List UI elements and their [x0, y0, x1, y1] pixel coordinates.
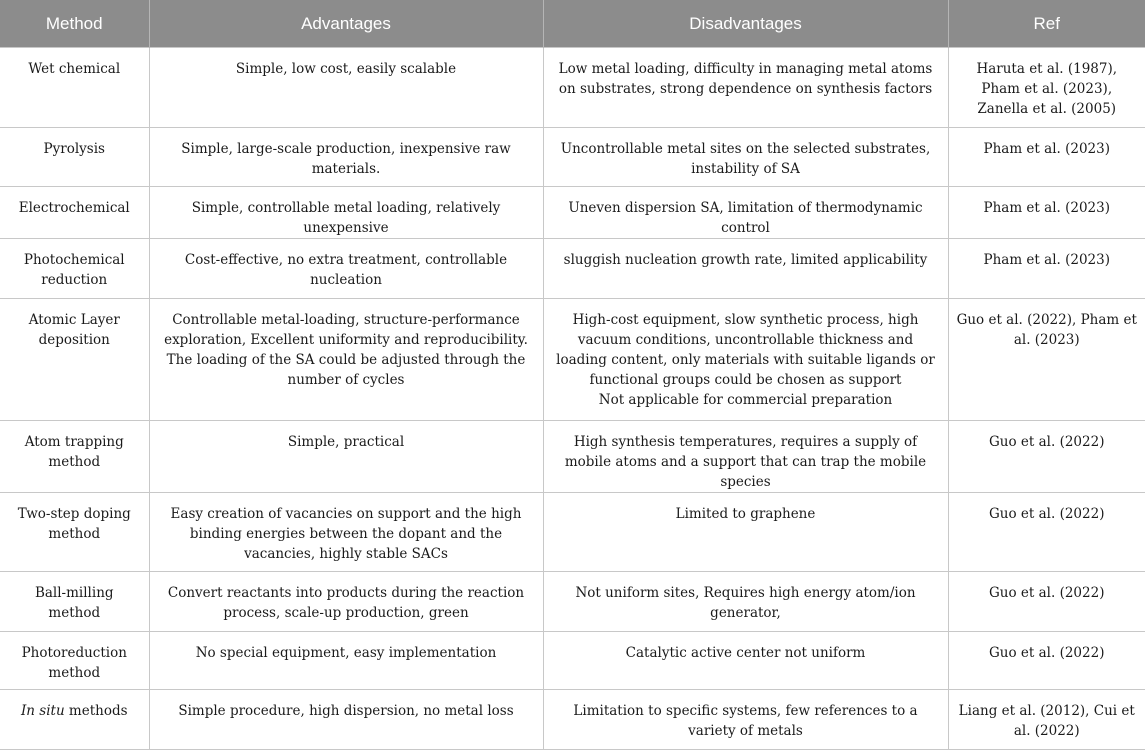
- header-disadvantages: Disadvantages: [543, 0, 948, 48]
- disadvantages-extra-text: Not applicable for commercial preparation: [598, 392, 893, 408]
- disadvantages-cell: Uneven dispersion SA, limitation of thermodynamic control: [543, 187, 948, 239]
- header-method: Method: [0, 0, 149, 48]
- table-row: [0, 572, 1145, 632]
- ref-cell: Pham et al. (2023): [948, 187, 1145, 239]
- table-row: [0, 187, 1145, 239]
- method-cell: Electrochemical: [0, 187, 149, 239]
- method-cell: Atom trapping method: [0, 421, 149, 493]
- disadvantages-cell: Limitation to specific systems, few references to a variety of metals: [543, 690, 948, 750]
- method-text: methods: [64, 703, 128, 719]
- method-cell: [0, 690, 149, 750]
- table-row: [0, 632, 1145, 690]
- method-cell: Ball-milling method: [0, 572, 149, 632]
- ref-cell: Pham et al. (2023): [948, 239, 1145, 299]
- disadvantages-cell: Not uniform sites, Requires high energy atom/ion generator,: [543, 572, 948, 632]
- disadvantages-cell: Catalytic active center not uniform: [543, 632, 948, 690]
- ref-cell: Guo et al. (2022): [948, 632, 1145, 690]
- method-cell: Wet chemical: [0, 48, 149, 128]
- ref-cell: Pham et al. (2023): [948, 128, 1145, 187]
- disadvantages-cell: Limited to graphene: [543, 493, 948, 572]
- advantages-cell: Simple, controllable metal loading, relatively unexpensive: [149, 187, 543, 239]
- disadvantages-text: High-cost equipment, slow synthetic process, high vacuum conditions, uncontrollable thickness and loading content, only materials with suitable ligands or functional groups could be chosen as support: [556, 312, 935, 388]
- header-ref: Ref: [948, 0, 1145, 48]
- advantages-cell: Simple procedure, high dispersion, no metal loss: [149, 690, 543, 750]
- table-row: [0, 128, 1145, 187]
- table-row: [0, 690, 1145, 750]
- method-cell: Photoreduction method: [0, 632, 149, 690]
- table-row: [0, 299, 1145, 421]
- disadvantages-cell: sluggish nucleation growth rate, limited applicability: [543, 239, 948, 299]
- disadvantages-cell: [543, 299, 948, 421]
- ref-cell: Guo et al. (2022): [948, 493, 1145, 572]
- method-italic-text: In situ: [20, 703, 65, 719]
- header-row: [0, 0, 1145, 48]
- table-row: [0, 421, 1145, 493]
- ref-cell: Haruta et al. (1987), Pham et al. (2023), Zanella et al. (2005): [948, 48, 1145, 128]
- advantages-cell: No special equipment, easy implementation: [149, 632, 543, 690]
- disadvantages-cell: High synthesis temperatures, requires a supply of mobile atoms and a support that can trap the mobile species: [543, 421, 948, 493]
- method-cell: Photochemical reduction: [0, 239, 149, 299]
- ref-cell: Liang et al. (2012), Cui et al. (2022): [948, 690, 1145, 750]
- ref-cell: Guo et al. (2022): [948, 572, 1145, 632]
- disadvantages-cell: Uncontrollable metal sites on the selected substrates, instability of SA: [543, 128, 948, 187]
- table-row: [0, 239, 1145, 299]
- advantages-cell: Easy creation of vacancies on support and the high binding energies between the dopant and the vacancies, highly stable SACs: [149, 493, 543, 572]
- advantages-cell: Simple, large-scale production, inexpensive raw materials.: [149, 128, 543, 187]
- advantages-cell: Convert reactants into products during the reaction process, scale-up production, green: [149, 572, 543, 632]
- advantages-cell: Simple, low cost, easily scalable: [149, 48, 543, 128]
- method-cell: Atomic Layer deposition: [0, 299, 149, 421]
- ref-cell: Guo et al. (2022), Pham et al. (2023): [948, 299, 1145, 421]
- disadvantages-cell: Low metal loading, difficulty in managing metal atoms on substrates, strong dependence on synthesis factors: [543, 48, 948, 128]
- table-row: [0, 48, 1145, 128]
- header-advantages: Advantages: [149, 0, 543, 48]
- table-row: [0, 493, 1145, 572]
- advantages-cell: Cost-effective, no extra treatment, controllable nucleation: [149, 239, 543, 299]
- advantages-cell: Simple, practical: [149, 421, 543, 493]
- ref-cell: Guo et al. (2022): [948, 421, 1145, 493]
- method-cell: Two-step doping method: [0, 493, 149, 572]
- method-cell: Pyrolysis: [0, 128, 149, 187]
- advantages-cell: Controllable metal-loading, structure-performance exploration, Excellent uniformity and reproducibility. The loading of the SA could be adjusted through the number of cycles: [149, 299, 543, 421]
